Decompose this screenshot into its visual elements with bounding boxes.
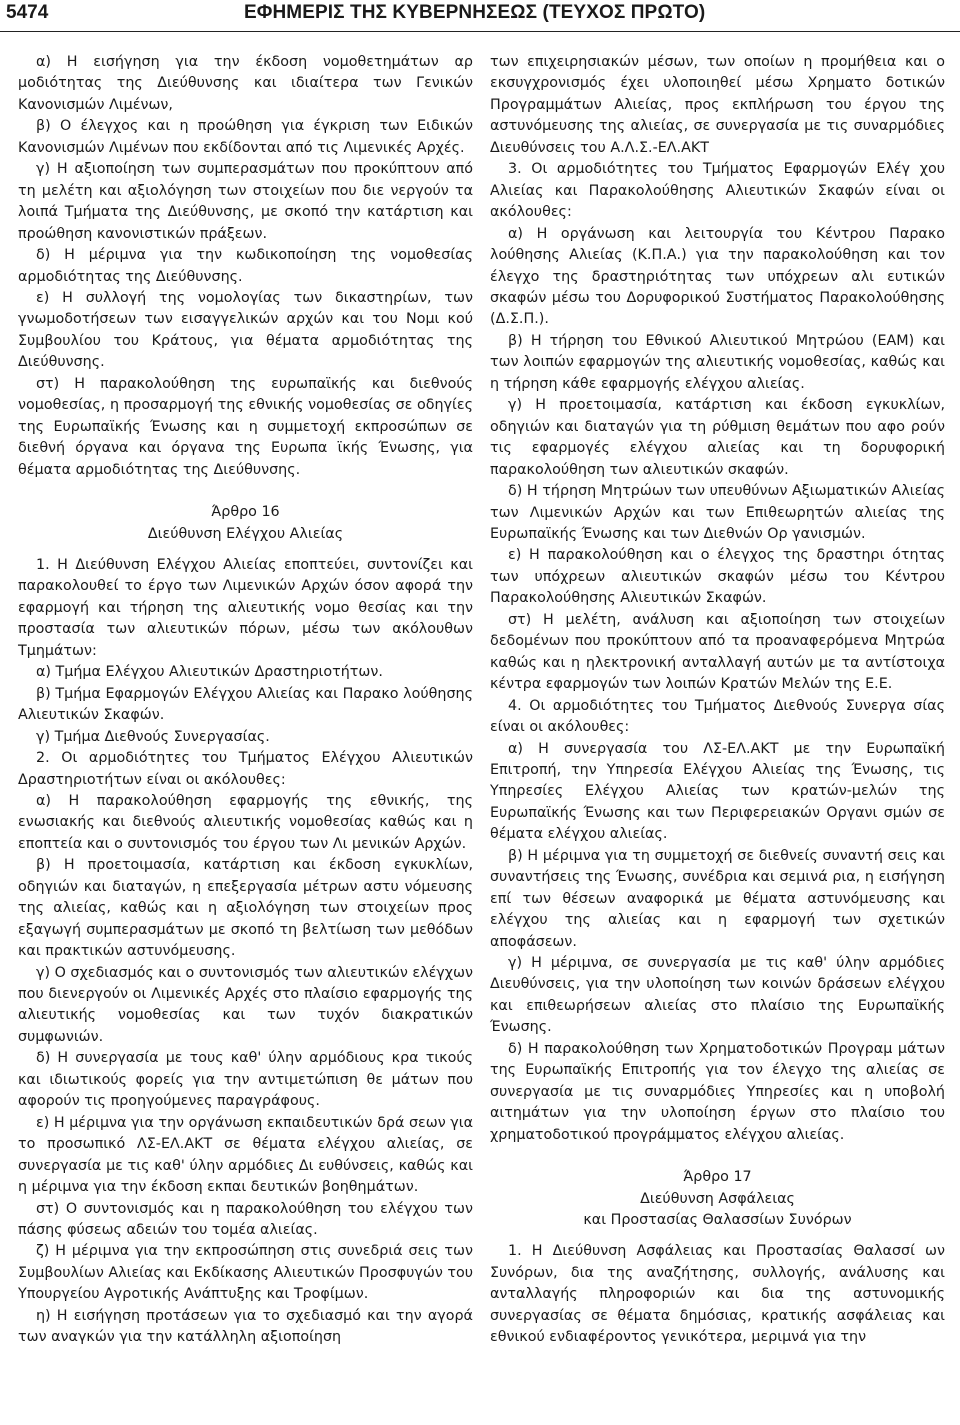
article-16-heading: Άρθρο 16 bbox=[211, 504, 280, 521]
paragraph: η) Η εισήγηση προτάσεων για το σχεδιασμό και την αγορά των αναγκών για την κατάλληλη αξιοποίηση bbox=[18, 1307, 473, 1346]
paragraph: ε) Η παρακολούθηση και ο έλεγχος της δραστηρι ότητας των υπόχρεων αλιευτικών σκαφών μέσω του Κέντρου Παρακολούθησης Αλιευτικών Σκαφών. bbox=[490, 547, 945, 607]
paragraph: 4. Οι αρμοδιότητες του Τμήματος Διεθνούς Συνεργα σίας είναι οι ακόλουθες: bbox=[490, 697, 945, 736]
article-16-title: Διεύθυνση Ελέγχου Αλιείας bbox=[147, 525, 344, 542]
paragraph: δ) Η παρακολούθηση των Χρηματοδοτικών Προγραμ μάτων της Ευρωπαϊκής Επιτροπής για τον έλεγχο της αλιείας σε συνεργασία με τις συναρμόδιες Υπηρεσίες και η υποβολή αιτημάτων για την υλοποίηση έργων στο πλαίσιο του χρηματοδοτικού προγράμματος ελέγχου αλιείας. bbox=[490, 1040, 945, 1143]
paragraph: γ) Η μέριμνα, σε συνεργασία με τις καθ' ύλην αρμόδιες Διευθύνσεις, για την υλοποίηση των κοινών δράσεων ελέγχου και επιθεωρήσεων αλιείας στο πλαίσιο της Ευρωπαϊκής Ένωσης. bbox=[490, 955, 945, 1036]
article-17-title-line-1: Διεύθυνση Ασφάλειας bbox=[640, 1190, 795, 1207]
paragraph: ε) Η συλλογή της νομολογίας των δικαστηρίων, των γνωμοδοτήσεων των εισαγγελικών αρχών και του Νομι κού Συμβουλίου του Κράτους, για θέματα αρμοδιότητας της Διεύθυνσης. bbox=[18, 289, 473, 371]
paragraph: γ) Η προετοιμασία, κατάρτιση και έκδοση εγκυκλίων, οδηγιών και διαταγών για τη ρύθμιση θεμάτων που αφο ρούν τις εφαρμογές ελέγχου αλιείας και τη δορυφορική παρακολούθηση των αλιευτικών σκαφών. bbox=[490, 397, 945, 478]
paragraph: β) Η προετοιμασία, κατάρτιση και έκδοση εγκυκλίων, οδηγιών και διαταγών, η επεξεργασία μέτρων αστυ νόμευσης της αλιείας, καθώς και η αξιολόγηση των στοιχείων προς εξαγωγή συμπερασμάτων με σκοπό τη βελτίωση των μεθόδων και πρακτικών αστυνόμευσης. bbox=[18, 857, 473, 960]
paragraph: γ) Ο σχεδιασμός και ο συντονισμός των αλιευτικών ελέγχων που διενεργούν οι Λιμενικές Αρχές στο πλαίσιο εφαρμογής της αλιευτικής νομοθεσίας και των τυχόν διακρατικών συμφωνιών. bbox=[18, 964, 473, 1045]
paragraph: 1. Η Διεύθυνση Ελέγχου Αλιείας εποπτεύει, συντονίζει και παρακολουθεί το έργο των Λιμενικών Αρχών όσον αφορά την εφαρμογή και τήρηση της αλιευτικής νομο θεσίας και την προστασία των αλιευτικών πόρων, μέσω των ακόλουθων Τμημάτων: bbox=[18, 556, 473, 659]
paragraph: β) Η μέριμνα για τη συμμετοχή σε διεθνείς συναντή σεις και συναντήσεις της Ένωσης, συνέδρια και σεμινά ρια, η εισήγηση επί των θέσεων αναφορικά με θέματα αστυνόμευσης και ελέγχου της αλιείας και η εφαρμογή των σχετικών αποφάσεων. bbox=[490, 847, 945, 950]
article-17-title-line-2: και Προστασίας Θαλασσίων Συνόρων bbox=[583, 1212, 852, 1229]
article-17-heading: Άρθρο 17 bbox=[683, 1169, 752, 1186]
paragraph: α) Η εισήγηση για την έκδοση νομοθετημάτων αρ μοδιότητας της Διεύθυνσης και ιδιαίτερα των Γενικών Κανονισμών Λιμένων, bbox=[18, 54, 473, 113]
paragraph: στ) Ο συντονισμός και η παρακολούθηση του ελέγχου των πάσης φύσεως αδειών του τομέα αλιείας. bbox=[18, 1200, 473, 1239]
paragraph: β) Ο έλεγχος και η προώθηση για έγκριση των Ειδικών Κανονισμών Λιμένων που εκδίδονται από τις Λιμενικές Αρχές. bbox=[18, 118, 473, 156]
left-column bbox=[18, 52, 473, 1349]
paragraph: γ) Τμήμα Διεθνούς Συνεργασίας. bbox=[36, 728, 270, 745]
paragraph: στ) Η μελέτη, ανάλυση και αξιοποίηση των στοιχείων δεδομένων που προκύπτουν από τα προαναφερόμενα Μητρώα καθώς και η ηλεκτρονική ανταλλαγή αυτών με τα αντίστοιχα κέντρα εφαρμογών των λοιπών Κρατών Μελών της Ε.Ε. bbox=[490, 611, 945, 693]
paragraph: δ) Η τήρηση Μητρώων των υπευθύνων Αξιωματικών Αλιείας των Λιμενικών Αρχών και των Επιθεωρητών αλιείας της Ευρωπαϊκής Ένωσης και των Διεθνών Ορ γανισμών. bbox=[490, 483, 945, 542]
paragraph: β) Η τήρηση του Εθνικού Αλιευτικού Μητρώου (ΕΑΜ) και των λοιπών εφαρμογών της αλιευτικής νομοθεσίας, καθώς και η τήρηση κάθε εφαρμογής ελέγχου αλιείας. bbox=[490, 332, 945, 392]
paragraph: δ) Η μέριμνα για την κωδικοποίηση της νομοθεσίας αρμοδιότητας της Διεύθυνσης. bbox=[18, 247, 473, 285]
publication-title: ΕΦΗΜΕΡΙΣ ΤΗΣ ΚΥΒΕΡΝΗΣΕΩΣ (ΤΕΥΧΟΣ ΠΡΩΤΟ) bbox=[244, 2, 706, 23]
paragraph: δ) Η συνεργασία με τους καθ' ύλην αρμόδιους κρα τικούς και ιδιωτικούς φορείς για την αντιμετώπιση θε μάτων που αφορούν τις προηγούμενες παραγράφους. bbox=[18, 1050, 473, 1110]
header-rule bbox=[0, 31, 960, 32]
right-column bbox=[490, 52, 945, 1349]
paragraph: ε) Η μέριμνα για την οργάνωση εκπαιδευτικών δρά σεων για το προσωπικό ΛΣ-ΕΛ.ΑΚΤ σε θέματα ελέγχου αλιείας, σε συνεργασία με τις καθ' ύλην αρμόδιες Δι ευθύνσεις, καθώς και η μέριμνα για την έκδοση εκπαι δευτικών βοηθημάτων. bbox=[18, 1114, 473, 1196]
paragraph: των επιχειρησιακών μέσων, των οποίων η προμήθεια και ο εκσυγχρονισμός έχει υλοποιηθεί μέσω Χρηματο δοτικών Προγραμμάτων Αλιείας, προς εκπλήρωση του έργου της αστυνόμευσης της αλιείας, σε συνεργασία με τις συναρμόδιες Διευθύνσεις του Α.Λ.Σ.-ΕΛ.ΑΚΤ bbox=[490, 54, 945, 156]
paragraph: 1. Η Διεύθυνση Ασφάλειας και Προστασίας Θαλασσί ων Συνόρων, δια της αναζήτησης, συλλογής, ανάλυσης και ανταλλαγής πληροφοριών και δια της αστυνομικής συνεργασίας σε θέματα δημόσιας, κρατικής ασφάλειας και εθνικού ενδιαφέροντος γενικότερα, μεριμνά για την bbox=[490, 1243, 945, 1346]
paragraph: α) Η παρακολούθηση εφαρμογής της εθνικής, της ενωσιακής και διεθνούς αλιευτικής νομοθεσίας καθώς και η εποπτεία και ο συντονισμός του έργου των Λι μενικών Αρχών. bbox=[18, 792, 473, 852]
paragraph: α) Η οργάνωση και λειτουργία του Κέντρου Παρακο λούθησης Αλιείας (Κ.Π.Α.) για την παρακολούθηση και τον έλεγχο της δραστηριότητας των υπόχρεων αλι ευτικών σκαφών μέσω του Δορυφορικού Συστήματος Παρακολούθησης (Δ.Σ.Π.). bbox=[490, 225, 945, 328]
paragraph: ζ) Η μέριμνα για την εκπροσώπηση στις συνεδριά σεις των Συμβουλίων Αλιείας και Εκδίκασης Αλιευτικών Προσφυγών του Υπουργείου Αγροτικής Ανάπτυξης και Τροφίμων. bbox=[18, 1243, 473, 1303]
paragraph: στ) Η παρακολούθηση της ευρωπαϊκής και διεθνούς νομοθεσίας, η προσαρμογή της εθνικής νομοθεσίας σε οδηγίες της Ευρωπαϊκής Ένωσης και η συμμετοχή εκπροσώπων σε διεθνή όργανα και όργανα της Ευρωπα ϊκής Ένωσης, για θέματα αρμοδιότητας της Διεύθυνσης. bbox=[18, 375, 473, 478]
paragraph: β) Τμήμα Εφαρμογών Ελέγχου Αλιείας και Παρακο λούθησης Αλιευτικών Σκαφών. bbox=[18, 685, 473, 724]
page-number: 5474 bbox=[6, 2, 49, 23]
paragraph: γ) Η αξιοποίηση των συμπερασμάτων που προκύπτουν από τη μελέτη και αξιολόγηση των στοιχείων που διε νεργούν τα λοιπά Τμήματα της Διεύθυνσης, με σκοπό την κατάρτιση και προώθηση κανονιστικών πράξεων. bbox=[18, 161, 473, 242]
paragraph: 2. Οι αρμοδιότητες του Τμήματος Ελέγχου Αλιευτικών Δραστηριοτήτων είναι οι ακόλουθες: bbox=[18, 750, 473, 788]
paragraph: α) Η συνεργασία του ΛΣ-ΕΛ.ΑΚΤ με την Ευρωπαϊκή Επιτροπή, την Υπηρεσία Ελέγχου Αλιείας της Ένωσης, τις Υπηρεσίες Ελέγχου Αλιείας των κρατών-μελών της Ευρωπαϊκής Ένωσης και των Περιφερειακών Οργανι σμών σε θέματα ελέγχου αλιείας. bbox=[490, 740, 945, 843]
paragraph: α) Τμήμα Ελέγχου Αλιευτικών Δραστηριοτήτων. bbox=[36, 664, 383, 681]
paragraph: 3. Οι αρμοδιότητες του Τμήματος Εφαρμογών Ελέγ χου Αλιείας και Παρακολούθησης Αλιευτικών Σκαφών είναι οι ακόλουθες: bbox=[490, 161, 945, 221]
